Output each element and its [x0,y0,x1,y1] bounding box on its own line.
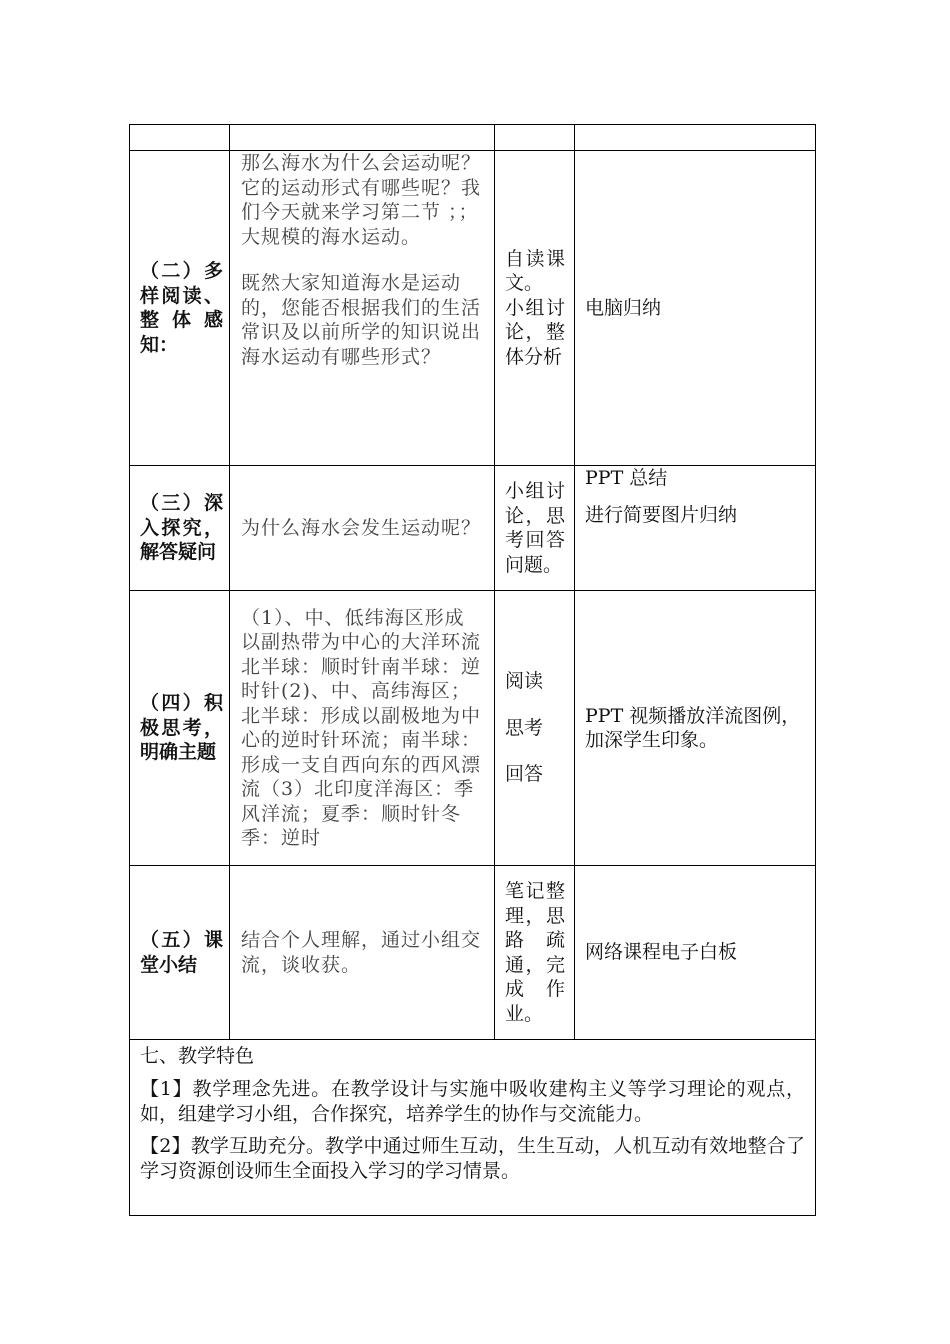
resource-paragraph: 网络课程电子白板 [585,941,738,964]
feature-item: 【2】教学互助充分。教学中通过师生互动，生生互动，人机互动有效地整合了学习资源创设师生全面投入学习的学习情景。 [140,1135,805,1182]
method-paragraph: 阅读 [505,670,544,693]
content-paragraph: 既然大家知道海水是运动的，您能否根据我们的生活常识及以前所学的知识说出海水运动有哪些形式？ [241,272,482,368]
table-header-row [130,125,816,151]
resource-paragraph: 进行简要图片归纳 [585,503,738,526]
resource-cell [575,466,816,591]
method-cell [495,151,575,466]
header-cell-resource [575,125,816,151]
header-cell-content [230,125,495,151]
section-heading: 七、教学特色 [140,1045,255,1067]
table-row [130,591,816,866]
method-cell [495,466,575,591]
features-row [130,1040,816,1216]
lesson-plan-table [129,124,816,1216]
content-cell [230,866,495,1040]
header-cell-stage [130,125,230,151]
stage-cell: （三）深入探究，解答疑问 [130,466,230,591]
stage-cell: （四）积极思考，明确主题 [130,591,230,866]
method-paragraph: 回答 [505,763,544,786]
method-paragraph: 思考 [505,716,544,739]
content-paragraph: （1）、中、低纬海区形成以副热带为中心的大洋环流北半球：顺时针南半球：逆时针(2)、中、高纬海区；北半球：形成以副极地为中心的逆时针环流；南半球：形成一支自西向东的西风漂流（3）北印度洋海区：季风洋流；夏季：顺时针冬季：逆时 [241,606,482,849]
table-row [130,466,816,591]
content-cell [230,466,495,591]
resource-paragraph: 电脑归纳 [585,296,662,319]
stage-cell: （五）课堂小结 [130,866,230,1040]
content-paragraph: 那么海水为什么会运动呢？它的运动形式有哪些呢？我们今天就来学习第二节 ；；大规模的海水运动。 [241,152,482,248]
resource-cell [575,866,816,1040]
method-paragraph: 小组讨论，整体分析 [505,296,565,368]
method-cell [495,591,575,866]
feature-item: 【1】教学理念先进。在教学设计与实施中吸收建构主义等学习理论的观点，如，组建学习小组，合作探究，培养学生的协作与交流能力。 [140,1078,805,1125]
content-cell [230,591,495,866]
resource-paragraph: PPT 总结 [585,467,668,489]
table-row [130,151,816,466]
resource-paragraph: PPT 视频播放洋流图例，加深学生印象。 [585,704,801,751]
teaching-features-cell [130,1040,816,1216]
header-cell-method [495,125,575,151]
method-paragraph: 笔记整理，思路疏通，完成作业。 [505,880,565,1025]
resource-cell [575,591,816,866]
table-row [130,866,816,1040]
method-cell [495,866,575,1040]
resource-cell [575,151,816,466]
content-paragraph: 结合个人理解，通过小组交流，谈收获。 [241,929,482,976]
method-paragraph: 自读课文。 [505,247,565,295]
content-paragraph: 为什么海水会发生运动呢？ [241,516,482,539]
content-cell [230,151,495,466]
stage-cell: （二）多样阅读、整体感知： [130,151,230,466]
method-paragraph: 小组讨论，思考回答问题。 [505,480,565,576]
